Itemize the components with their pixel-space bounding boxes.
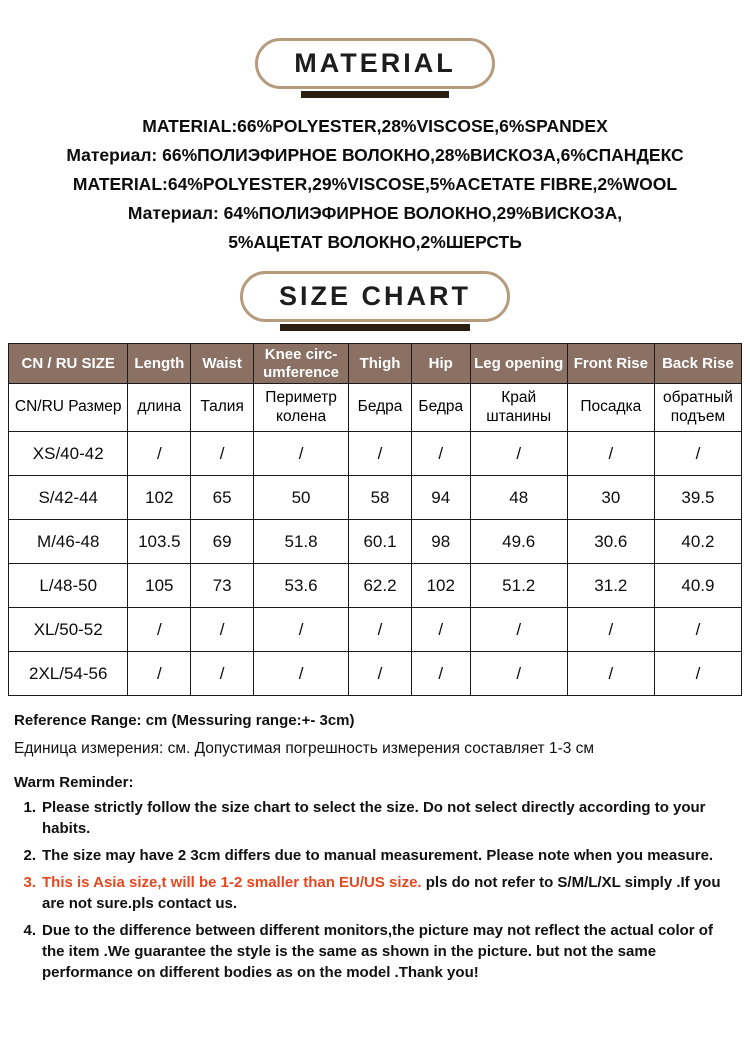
table-cell: 30.6 — [567, 520, 654, 564]
size-chart-title-underline — [280, 324, 470, 331]
note-item — [14, 845, 736, 866]
table-cell: 31.2 — [567, 564, 654, 608]
table-cell: / — [128, 432, 191, 476]
reference-range-ru: Единица измерения: см. Допустимая погрешность измерения составляет 1-3 см — [14, 740, 595, 757]
note-text: The size may have 2 3cm differs due to manual measurement. Please note when you measure. — [42, 847, 714, 864]
note-text — [42, 872, 736, 914]
note-number: 2. — [23, 847, 36, 864]
table-row — [9, 476, 742, 520]
table-cell: 102 — [411, 564, 470, 608]
material-title: MATERIAL — [294, 48, 456, 78]
header-row-ru — [9, 384, 742, 432]
size-chart-table-wrap — [0, 331, 750, 696]
material-title-underline — [301, 91, 449, 98]
size-label-cell: L/48-50 — [9, 564, 128, 608]
note-item — [14, 920, 736, 983]
table-cell: / — [470, 652, 567, 696]
table-row — [9, 432, 742, 476]
warm-reminder-title: Warm Reminder: — [14, 774, 134, 791]
note-item — [14, 872, 736, 914]
table-cell: 103.5 — [128, 520, 191, 564]
table-cell: 65 — [191, 476, 254, 520]
table-cell: / — [411, 432, 470, 476]
table-cell: 60.1 — [349, 520, 412, 564]
table-cell: 30 — [567, 476, 654, 520]
note-number: 1. — [23, 799, 36, 816]
table-cell: / — [654, 652, 741, 696]
column-header: CN / RU SIZE — [9, 344, 128, 384]
table-cell: 69 — [191, 520, 254, 564]
column-header: Thigh — [349, 344, 412, 384]
size-label-cell: XL/50-52 — [9, 608, 128, 652]
material-line-ru-1: Материал: 66%ПОЛИЭФИРНОЕ ВОЛОКНО,28%ВИСКОЗА,6%СПАНДЕКС — [66, 145, 684, 165]
table-cell: / — [411, 652, 470, 696]
table-cell: 58 — [349, 476, 412, 520]
table-cell: 51.2 — [470, 564, 567, 608]
table-cell: / — [128, 652, 191, 696]
column-header-ru: Бедра — [349, 384, 412, 432]
size-chart-table — [8, 343, 742, 696]
table-cell: / — [567, 608, 654, 652]
table-row — [9, 520, 742, 564]
table-cell: / — [470, 432, 567, 476]
column-header: Knee circ-umference — [253, 344, 348, 384]
material-composition — [0, 112, 750, 257]
table-cell: 73 — [191, 564, 254, 608]
table-cell: 105 — [128, 564, 191, 608]
reference-range-en: Reference Range: cm (Messuring range:+- 3cm) — [14, 712, 355, 729]
table-cell: 51.8 — [253, 520, 348, 564]
notes-section — [0, 696, 750, 983]
table-cell: / — [349, 432, 412, 476]
column-header: Length — [128, 344, 191, 384]
table-cell: / — [654, 432, 741, 476]
material-line-en-1: MATERIAL:66%POLYESTER,28%VISCOSE,6%SPANDEX — [142, 116, 608, 136]
material-line-ru-2b: 5%АЦЕТАТ ВОЛОКНО,2%ШЕРСТЬ — [228, 232, 522, 252]
column-header: Waist — [191, 344, 254, 384]
note-text: Please strictly follow the size chart to select the size. Do not select directly according to your habits. — [42, 799, 706, 837]
table-cell: 40.9 — [654, 564, 741, 608]
note-text-rest: pls do not refer to S/M/L/XL simply .If you are not sure.pls contact us. — [42, 874, 721, 912]
table-cell: / — [470, 608, 567, 652]
column-header-ru: Талия — [191, 384, 254, 432]
material-line-en-2: MATERIAL:64%POLYESTER,29%VISCOSE,5%ACETATE FIBRE,2%WOOL — [72, 174, 678, 194]
table-cell: 39.5 — [654, 476, 741, 520]
table-cell: / — [253, 652, 348, 696]
note-number: 3. — [23, 874, 36, 891]
column-header-ru: обратный подъем — [654, 384, 741, 432]
column-header: Front Rise — [567, 344, 654, 384]
table-row — [9, 652, 742, 696]
table-cell: 40.2 — [654, 520, 741, 564]
table-row — [9, 608, 742, 652]
table-cell: / — [253, 608, 348, 652]
column-header-ru: длина — [128, 384, 191, 432]
material-section-header — [0, 38, 750, 98]
table-cell: / — [191, 432, 254, 476]
table-cell: 50 — [253, 476, 348, 520]
column-header-ru: Край штанины — [470, 384, 567, 432]
size-label-cell: M/46-48 — [9, 520, 128, 564]
table-cell: / — [191, 608, 254, 652]
table-cell: 53.6 — [253, 564, 348, 608]
column-header-ru: CN/RU Размер — [9, 384, 128, 432]
table-cell: / — [567, 652, 654, 696]
size-chart-section-header — [0, 271, 750, 331]
table-cell: / — [349, 652, 412, 696]
table-cell: / — [349, 608, 412, 652]
table-cell: / — [128, 608, 191, 652]
product-info-page — [0, 38, 750, 983]
note-highlight: This is Asia size,t will be 1-2 smaller than EU/US size. — [42, 874, 422, 891]
table-cell: 102 — [128, 476, 191, 520]
size-chart-title-box — [240, 271, 510, 322]
column-header: Back Rise — [654, 344, 741, 384]
table-cell: 49.6 — [470, 520, 567, 564]
size-chart-title: SIZE CHART — [279, 281, 471, 311]
table-cell: 94 — [411, 476, 470, 520]
table-cell: / — [253, 432, 348, 476]
column-header: Hip — [411, 344, 470, 384]
table-cell: / — [654, 608, 741, 652]
table-cell: 62.2 — [349, 564, 412, 608]
table-cell: 48 — [470, 476, 567, 520]
table-cell: / — [567, 432, 654, 476]
size-label-cell: S/42-44 — [9, 476, 128, 520]
size-label-cell: 2XL/54-56 — [9, 652, 128, 696]
column-header: Leg opening — [470, 344, 567, 384]
column-header-ru: Бедра — [411, 384, 470, 432]
table-cell: / — [411, 608, 470, 652]
table-cell: 98 — [411, 520, 470, 564]
size-label-cell: XS/40-42 — [9, 432, 128, 476]
column-header-ru: Посадка — [567, 384, 654, 432]
note-item — [14, 797, 736, 839]
note-number: 4. — [23, 922, 36, 939]
note-text: Due to the difference between different monitors,the picture may not reflect the actual color of the item .We guarantee the style is the same as shown in the picture. but not the same performance on different bodies as on the model .Thank you! — [42, 922, 713, 981]
header-row-en — [9, 344, 742, 384]
table-row — [9, 564, 742, 608]
column-header-ru: Периметр колена — [253, 384, 348, 432]
table-cell: / — [191, 652, 254, 696]
material-line-ru-2: Материал: 64%ПОЛИЭФИРНОЕ ВОЛОКНО,29%ВИСКОЗА, — [127, 203, 623, 223]
material-title-box — [255, 38, 494, 89]
